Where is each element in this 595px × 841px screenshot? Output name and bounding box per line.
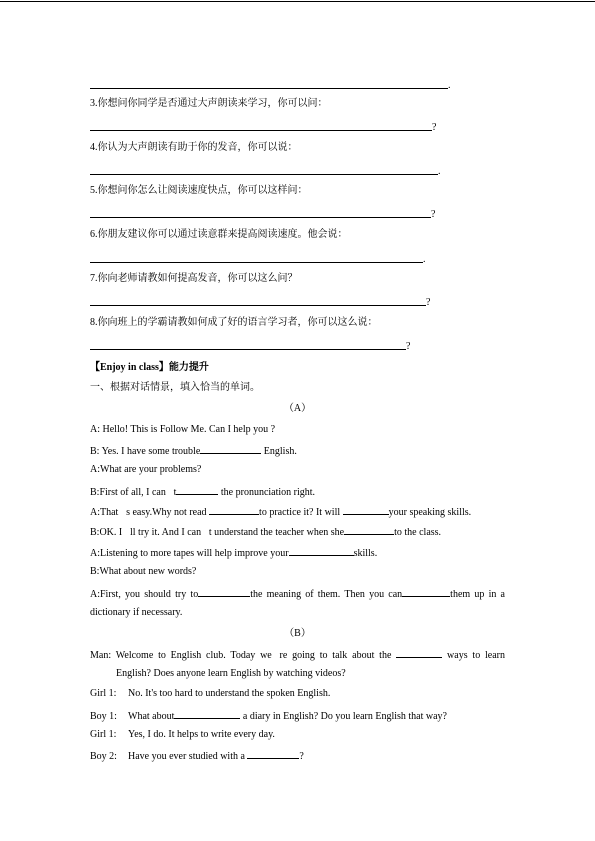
line-text: Have you ever studied with a [128, 751, 248, 762]
line-text: your speaking skills. [388, 507, 472, 518]
answer-line-2-end: . [448, 80, 451, 91]
dialogue-a-line-6 [90, 524, 441, 540]
dialogue-a-label: （A） [283, 403, 312, 414]
dialogue-a-line-3: A:What are your problems? [90, 464, 202, 475]
speaker-label: Boy 2: [90, 751, 117, 762]
dialogue-a-line-5 [90, 504, 471, 520]
question-6: 6.你朋友建议你可以通过读意群来提高阅读速度。他会说： [90, 229, 348, 240]
line-text: A:Listening to more tapes will help improve your [90, 548, 289, 559]
line-text: Man: Welcome to English club. Today we re going to talk about the [90, 650, 392, 661]
speaker-label: Boy 1: [90, 711, 117, 722]
question-8: 8.你向班上的学霸请教如何成了好的语言学习者，你可以这么说： [90, 317, 378, 328]
question-7: 7.你向老师请教如何提高发音，你可以这么问？ [90, 273, 298, 284]
line-text: ways to learn [447, 650, 506, 661]
line-text: A:First, you should try to [90, 589, 199, 600]
line-text: B:OK. I ll try it. And I can t understand the teacher when she [90, 527, 345, 538]
fill-blank[interactable] [200, 443, 261, 454]
dialogue-a-line-4 [90, 484, 315, 500]
fill-blank[interactable] [198, 586, 250, 597]
dialogue-a-line-10: dictionary if necessary. [90, 607, 183, 618]
line-text: ? [299, 751, 304, 762]
line-text: to the class. [394, 527, 442, 538]
dialogue-a-line-1: A: Hello! This is Follow Me. Can I help you ? [90, 424, 276, 435]
line-text: the meaning of them. Then you can [250, 589, 403, 600]
dialogue-b-girl1-reply [90, 728, 275, 742]
line-text: to practice it? It will [259, 507, 343, 518]
dialogue-a-line-7 [90, 545, 377, 561]
answer-line-5-end: ? [431, 209, 436, 220]
answer-line-7[interactable] [90, 293, 440, 307]
line-text: B:First of all, I can t [90, 487, 177, 498]
dialogue-a-line-9 [90, 586, 505, 602]
dialogue-b-boy2-line [90, 748, 304, 764]
dialogue-b-girl1-line [90, 687, 330, 701]
fill-blank[interactable] [209, 504, 259, 515]
fill-blank[interactable] [247, 748, 299, 759]
line-text: No. It's too hard to understand the spoken English. [128, 688, 331, 699]
dialogue-b-label: （B） [284, 628, 311, 639]
dialogue-b-boy1-line [90, 708, 447, 724]
answer-line-2[interactable] [90, 76, 460, 90]
speaker-label: Girl 1: [90, 729, 117, 740]
answer-line-4-end: . [438, 166, 441, 177]
line-text: A:That s easy.Why not read [90, 507, 210, 518]
line-text: a diary in English? Do you learn English that way? [240, 711, 447, 722]
line-text: B: Yes. I have some trouble [90, 446, 201, 457]
line-text: English. [261, 446, 297, 457]
dialogue-a-line-2 [90, 443, 297, 459]
answer-line-6[interactable] [90, 250, 435, 264]
page-top-border [0, 1, 595, 2]
section-instruction: 一、根据对话情景，填入恰当的单词。 [90, 382, 260, 393]
line-text: What about [128, 711, 175, 722]
line-text: Yes, I do. It helps to write every day. [128, 729, 275, 740]
dialogue-b-man-line-2: English? Does anyone learn English by watching videos? [116, 668, 346, 679]
dialogue-a-line-8: B:What about new words? [90, 566, 197, 577]
fill-blank[interactable] [174, 708, 240, 719]
answer-line-7-end: ? [426, 297, 431, 308]
section-heading: 【Enjoy in class】能力提升 [90, 362, 209, 373]
line-text: them up in a [450, 589, 505, 600]
dialogue-b-man-line-1 [90, 647, 505, 663]
line-text: skills. [353, 548, 378, 559]
answer-line-8-end: ? [406, 341, 411, 352]
fill-blank[interactable] [396, 647, 442, 658]
fill-blank[interactable] [176, 484, 218, 495]
fill-blank[interactable] [344, 524, 394, 535]
fill-blank[interactable] [289, 545, 354, 556]
answer-line-5[interactable] [90, 205, 445, 219]
fill-blank[interactable] [402, 586, 450, 597]
answer-line-3-end: ? [432, 122, 437, 133]
question-4: 4.你认为大声朗读有助于你的发音，你可以说： [90, 142, 298, 153]
question-3: 3.你想问你同学是否通过大声朗读来学习，你可以问： [90, 98, 328, 109]
line-text: the pronunciation right. [218, 487, 316, 498]
speaker-label: Girl 1: [90, 688, 117, 699]
fill-blank[interactable] [343, 504, 389, 515]
answer-line-8[interactable] [90, 337, 420, 351]
answer-line-4[interactable] [90, 162, 450, 176]
answer-line-3[interactable] [90, 118, 440, 132]
question-5: 5.你想问你怎么让阅读速度快点，你可以这样问： [90, 185, 308, 196]
answer-line-6-end: . [423, 254, 426, 265]
